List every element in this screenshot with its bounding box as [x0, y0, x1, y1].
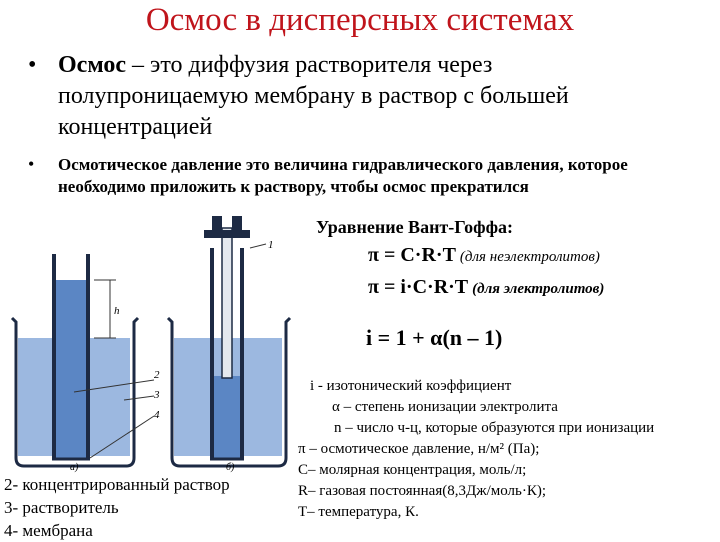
isotonic-equation: i = 1 + α(n – 1)	[366, 325, 503, 350]
h-label: h	[114, 305, 120, 317]
legend-item: 4- мембрана	[4, 521, 93, 540]
equation-1: π = C·R·T	[368, 244, 456, 266]
mark-3: 3	[154, 389, 160, 401]
definition-item: n – число ч-ц, которые образуются при ионизации	[334, 420, 655, 436]
osmotic-pressure-text-1: это величина гидравлического давления, которое	[241, 155, 628, 174]
equation-electrolytes	[368, 276, 604, 299]
tube-b-wall-right	[240, 248, 244, 460]
mark-2: 2	[154, 369, 160, 381]
figure-legend	[4, 473, 230, 542]
tube-a-solution	[56, 280, 86, 458]
tube-a-wall-left	[52, 254, 56, 460]
definition-item: π – осмотическое давление, н/м² (Па);	[298, 441, 540, 457]
weight-left	[212, 216, 222, 230]
definition-item: T– температура, К.	[298, 504, 419, 520]
osmosis-text-1: – это диффузия растворителя через	[126, 52, 493, 78]
definitions-list	[298, 376, 718, 523]
weight-right	[232, 216, 242, 230]
legend-item: 3- растворитель	[4, 498, 119, 517]
osmosis-term: Осмос	[58, 52, 127, 78]
equation-2: π = i·C·R·T	[368, 276, 469, 298]
definition-item: α – степень ионизации электролита	[332, 399, 558, 415]
leader-1	[250, 244, 266, 248]
fig-a-label: а)	[70, 462, 79, 473]
osmosis-text-3: концентрацией	[58, 114, 213, 140]
osmotic-pressure-term: Осмотическое давление	[58, 155, 242, 174]
osmosis-text-2: полупроницаемую мембрану в раствор с большей	[58, 83, 569, 109]
osmotic-pressure-text-2: необходимо приложить к раствору, чтобы осмос прекратился	[58, 177, 529, 196]
definition-item: R– газовая постоянная(8,3Дж/моль·К);	[298, 483, 547, 499]
equation-2-note: (для электролитов)	[472, 281, 605, 297]
bullet-marker: •	[28, 154, 35, 174]
beaker-a	[12, 254, 138, 473]
bullet-marker: •	[28, 52, 37, 78]
piston-rod	[222, 228, 232, 378]
definition-item: C– молярная концентрация, моль/л;	[298, 462, 527, 478]
definition-item: i - изотонический коэффициент	[310, 378, 512, 394]
osmotic-pressure-definition	[58, 154, 718, 198]
legend-item: 2- концентрированный раствор	[4, 475, 230, 494]
osmosis-definition	[58, 50, 698, 143]
equation-nonelectrolytes	[368, 244, 600, 267]
tube-b-wall-left	[210, 248, 214, 460]
osmosis-apparatus-figure	[4, 208, 304, 478]
tube-a-wall-right	[86, 254, 90, 460]
beaker-b	[168, 216, 290, 473]
equation-1-note: (для неэлектролитов)	[459, 249, 600, 265]
page-title: Осмос в дисперсных системах	[145, 2, 575, 38]
tube-b-solution	[214, 376, 240, 458]
piston-plate	[204, 230, 250, 238]
fig-b-label: б)	[226, 462, 235, 473]
mark-1: 1	[268, 239, 274, 251]
vant-hoff-title: Уравнение Вант-Гоффа:	[316, 217, 514, 237]
mark-4: 4	[154, 409, 160, 421]
